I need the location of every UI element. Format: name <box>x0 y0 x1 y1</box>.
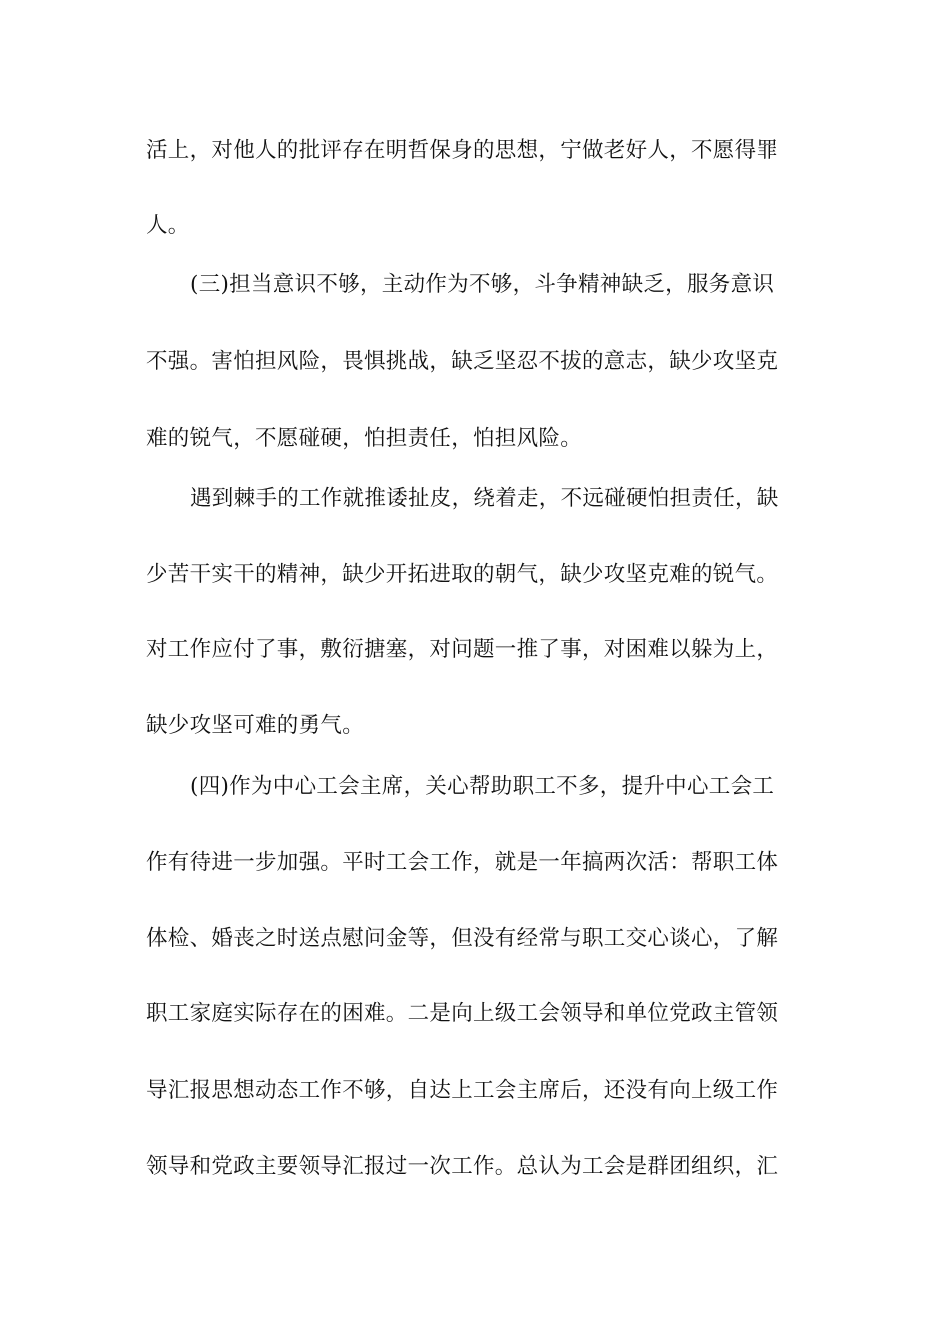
section-heading-3: (三)担当意识不够，主动作为不够，斗争精神缺乏，服务意识 <box>190 272 775 297</box>
text-line: 体检、婚丧之时送点慰问金等，但没有经常与职工交心谈心，了解 <box>146 926 779 951</box>
text-line: 作有待进一步加强。平时工会工作，就是一年搞两次活：帮职工体 <box>146 850 779 875</box>
text-line: 人。 <box>146 213 190 238</box>
text-line: 职工家庭实际存在的困难。二是向上级工会领导和单位党政主管领 <box>146 1001 779 1026</box>
text-line: 缺少攻坚可难的勇气。 <box>146 713 365 738</box>
text-line: 少苦干实干的精神，缺少开拓进取的朝气，缺少攻坚克难的锐气。 <box>146 562 779 587</box>
paragraph-start: 遇到棘手的工作就推诿扯皮，绕着走，不远碰硬怕担责任，缺 <box>190 486 779 511</box>
text-line: 领导和党政主要领导汇报过一次工作。总认为工会是群团组织，汇 <box>146 1154 779 1179</box>
text-line: 导汇报思想动态工作不够，自达上工会主席后，还没有向上级工作 <box>146 1078 779 1103</box>
text-line: 活上，对他人的批评存在明哲保身的思想，宁做老好人，不愿得罪 <box>146 138 779 163</box>
text-line: 难的锐气，不愿碰硬，怕担责任，怕担风险。 <box>146 426 583 451</box>
section-heading-4: (四)作为中心工会主席，关心帮助职工不多，提升中心工会工 <box>190 774 775 799</box>
text-line: 不强。害怕担风险，畏惧挑战，缺乏坚忍不拔的意志，缺少攻坚克 <box>146 349 779 374</box>
text-line: 对工作应付了事，敷衍搪塞，对问题一推了事，对困难以躲为上， <box>146 637 779 662</box>
